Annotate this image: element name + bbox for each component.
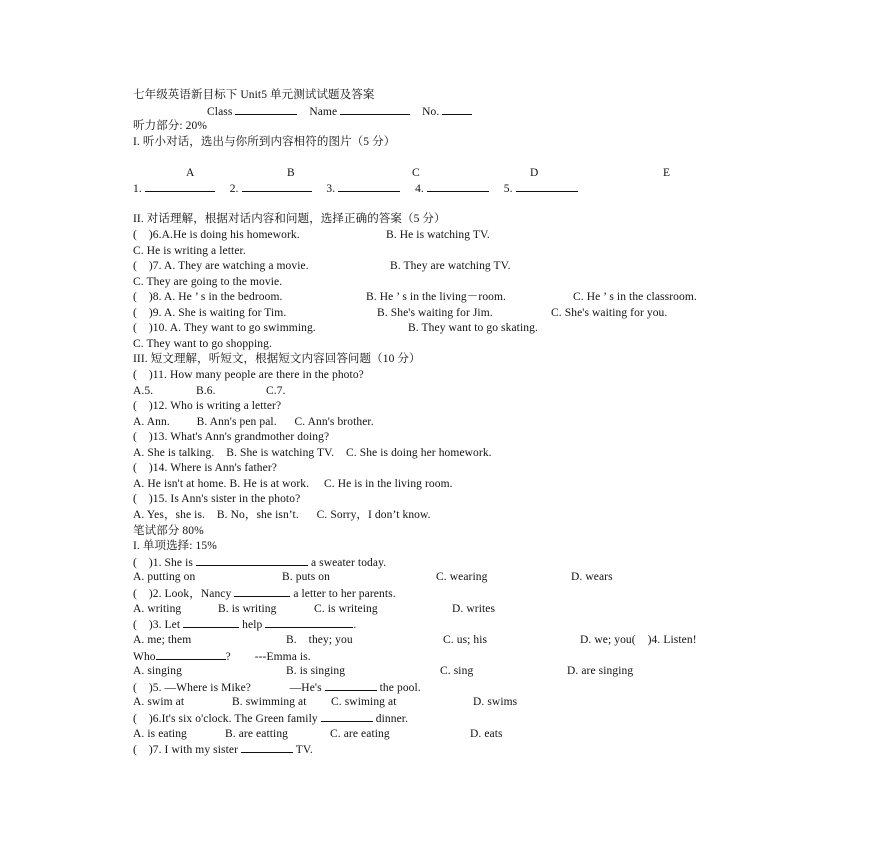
w1-q4-stem: Who ? ---Emma is.: [133, 651, 311, 663]
w1-q6-stem: ( )6.It's six o'clock. The Green family dinner.: [133, 713, 409, 725]
w1-q7-blank[interactable]: [241, 742, 293, 753]
q14-question: ( )14. Where is Ann's father?: [133, 462, 277, 474]
w1-q6-option-a: A. is eating: [133, 728, 187, 740]
w1-q5-option-b: B. swimming at: [232, 696, 307, 708]
q6-option-b: B. He is watching TV.: [386, 229, 490, 241]
w1-q3-option-b: B. they; you: [286, 634, 353, 646]
q10-option-a: ( )10. A. They want to go swimming.: [133, 322, 316, 334]
q8-option-b: B. He ’ s in the living－room.: [366, 291, 507, 303]
w1-q2-option-b: B. is writing: [218, 603, 277, 615]
w1-q5-option-c: C. swiming at: [331, 696, 397, 708]
w1-q3-option-c: C. us; his: [443, 634, 488, 646]
blank-num-5: 5.: [503, 183, 513, 195]
written-label: 笔试部分 80%: [133, 525, 204, 537]
w1-q2-option-c: C. is writeing: [314, 603, 378, 615]
w1-q5-stem: ( )5. —Where is Mike? —He's the pool.: [133, 682, 421, 694]
name-blank[interactable]: [340, 104, 410, 115]
w1-q2-option-a: A. writing: [133, 603, 182, 615]
q11-option-a: A.5.: [133, 385, 154, 397]
section-3-heading: III. 短文理解，听短文，根据短文内容回答问题（10 分）: [133, 353, 421, 365]
name-label: Name: [309, 106, 338, 118]
w1-q6-option-b: B. are eatting: [225, 728, 289, 740]
w1-q1-option-c: C. wearing: [436, 571, 488, 583]
q10-option-b: B. They want to go skating.: [408, 322, 538, 334]
w1-q3-blank-1[interactable]: [183, 617, 239, 628]
answer-blank-1[interactable]: [145, 181, 215, 192]
answer-blank-5[interactable]: [516, 181, 578, 192]
q8-option-a: ( )8. A. He ’ s in the bedroom.: [133, 291, 283, 303]
no-label: No.: [422, 106, 440, 118]
w1-q3-stem: ( )3. Let help .: [133, 619, 357, 631]
blank-num-2: 2.: [229, 183, 239, 195]
w1-q5-option-d: D. swims: [473, 696, 518, 708]
section-2-heading: II. 对话理解，根据对话内容和问题，选择正确的答案（5 分）: [133, 213, 446, 225]
exam-title: 七年级英语新目标下 Unit5 单元测试试题及答案: [133, 89, 375, 101]
w1-q2-option-d: D. writes: [452, 603, 496, 615]
w1-q6-blank[interactable]: [321, 711, 373, 722]
answer-blank-2[interactable]: [242, 181, 312, 192]
picture-letter-e: E: [663, 167, 671, 179]
q14-options: A. He isn't at home. B. He is at work. C. He is in the living room.: [133, 478, 453, 490]
blank-num-3: 3.: [326, 183, 336, 195]
listening-label: 听力部分: 20%: [133, 120, 208, 132]
w1-q1-option-a: A. putting on: [133, 571, 196, 583]
w1-q3-option-d: D. we; you( )4. Listen!: [580, 634, 697, 646]
w1-q4-option-a: A. singing: [133, 665, 182, 677]
answer-blank-4[interactable]: [427, 181, 489, 192]
answer-blank-3[interactable]: [338, 181, 400, 192]
q11-option-b: B.6.: [196, 385, 216, 397]
w1-q2-blank[interactable]: [234, 586, 290, 597]
section-1-heading: I. 听小对话，选出与你所到内容相符的图片（5 分）: [133, 136, 396, 148]
answer-blanks-row: [133, 181, 578, 196]
class-label: Class: [207, 106, 233, 118]
w1-q4-option-c: C. sing: [440, 665, 474, 677]
w1-q7-stem: ( )7. I with my sister TV.: [133, 744, 313, 756]
class-name-no-line: [207, 104, 472, 119]
q7-option-c: C. They are going to the movie.: [133, 276, 283, 288]
q11-option-c: C.7.: [266, 385, 286, 397]
no-blank[interactable]: [442, 104, 472, 115]
q12-question: ( )12. Who is writing a letter?: [133, 400, 282, 412]
picture-letter-d: D: [530, 167, 539, 179]
w1-q4-option-d: D. are singing: [567, 665, 634, 677]
blank-num-4: 4.: [415, 183, 424, 195]
q13-options: A. She is talking. B. She is watching TV. C. She is doing her homework.: [133, 447, 492, 459]
blank-num-1: 1.: [133, 183, 142, 195]
q15-question: ( )15. Is Ann's sister in the photo?: [133, 493, 301, 505]
w1-q5-blank[interactable]: [325, 680, 377, 691]
q9-option-b: B. She's waiting for Jim.: [377, 307, 493, 319]
w1-q6-option-c: C. are eating: [330, 728, 390, 740]
w1-q1-stem: ( )1. She is a sweater today.: [133, 557, 387, 569]
q9-option-a: ( )9. A. She is waiting for Tim.: [133, 307, 287, 319]
w1-q4-option-b: B. is singing: [286, 665, 346, 677]
q8-option-c: C. He ’ s in the classroom.: [573, 291, 697, 303]
written-section-1-heading: I. 单项选择: 15%: [133, 540, 217, 552]
w1-q3-option-a: A. me; them: [133, 634, 192, 646]
q11-question: ( )11. How many people are there in the photo?: [133, 369, 364, 381]
q10-option-c: C. They want to go shopping.: [133, 338, 272, 350]
picture-letter-a: A: [186, 167, 195, 179]
q6-option-c: C. He is writing a letter.: [133, 245, 246, 257]
w1-q6-option-d: D. eats: [470, 728, 503, 740]
q9-option-c: C. She's waiting for you.: [551, 307, 668, 319]
w1-q2-stem: ( )2. Look，Nancy a letter to her parents.: [133, 588, 396, 600]
q7-option-b: B. They are watching TV.: [390, 260, 511, 272]
q12-options: A. Ann. B. Ann's pen pal. C. Ann's brother.: [133, 416, 374, 428]
w1-q1-option-d: D. wears: [571, 571, 613, 583]
picture-letter-b: B: [287, 167, 295, 179]
q7-option-a: ( )7. A. They are watching a movie.: [133, 260, 309, 272]
w1-q1-option-b: B. puts on: [282, 571, 330, 583]
q6-option-a: ( )6.A.He is doing his homework.: [133, 229, 300, 241]
class-blank[interactable]: [235, 104, 297, 115]
q13-question: ( )13. What's Ann's grandmother doing?: [133, 431, 330, 443]
w1-q5-option-a: A. swim at: [133, 696, 185, 708]
q15-options: A. Yes，she is. B. No，she isn’t. C. Sorry，I don’t know.: [133, 509, 431, 521]
picture-letter-c: C: [412, 167, 420, 179]
w1-q4-blank[interactable]: [156, 649, 226, 660]
w1-q1-blank[interactable]: [196, 555, 308, 566]
w1-q3-blank-2[interactable]: [265, 617, 353, 628]
